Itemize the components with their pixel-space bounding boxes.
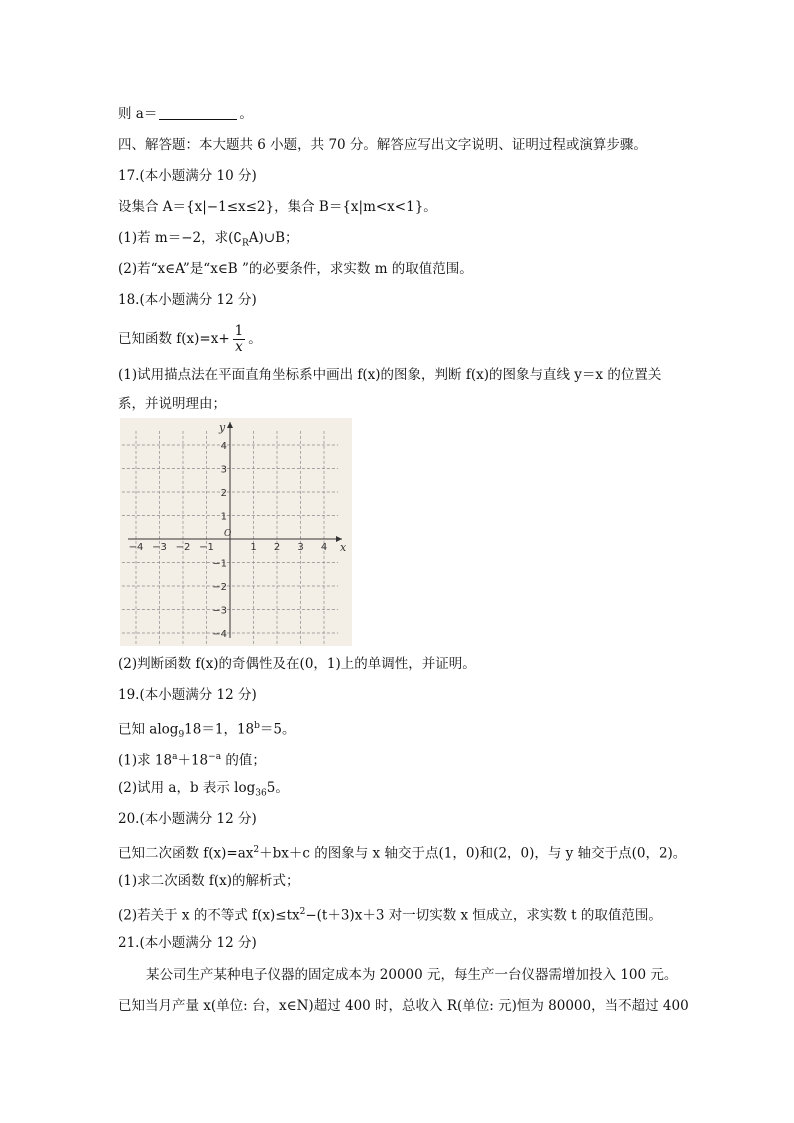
problem-17-title: 17.(本小题满分 10 分)	[118, 168, 257, 184]
y-tick-label: −2	[212, 582, 227, 593]
superscript: −a	[208, 752, 222, 762]
line-text: 已知函数 f(x)=x+	[118, 331, 230, 347]
x-tick-label: 2	[273, 542, 281, 553]
line-text: ＝5。	[259, 721, 296, 738]
line-text: (1)求 18	[118, 752, 173, 769]
line-text: 5。	[266, 780, 289, 796]
x-tick-label: −4	[128, 542, 144, 553]
graph-background	[120, 418, 352, 646]
line-text: 已知 alog	[118, 721, 179, 738]
y-tick-label: −3	[212, 605, 227, 617]
problem-18-part-1-cont: 系，并说明理由；	[118, 396, 226, 412]
x-tick-label: −1	[199, 542, 214, 553]
subscript: 36	[255, 788, 267, 799]
problem-21-title: 21.(本小题满分 12 分)	[118, 935, 257, 951]
problem-21-stem-cont: 已知当月产量 x(单位: 台，x∈N)超过 400 时，总收入 R(单位: 元)恒为 80000，当不超过 400	[118, 998, 689, 1014]
line-text: (2)试用 a，b 表示 log	[118, 780, 256, 796]
problem-18-part-1: (1)试用描点法在平面直角坐标系中画出 f(x)的图象，判断 f(x)的图象与直线 y＝x 的位置关	[118, 367, 662, 383]
subscript: 9	[178, 730, 185, 741]
line-text: 。	[239, 106, 253, 122]
subscript: R	[241, 238, 249, 249]
fraction-denominator: x	[235, 339, 243, 355]
problem-20-part-1: (1)求二次函数 f(x)的解析式；	[118, 873, 300, 889]
line-text: 的值；	[221, 752, 266, 769]
line-text: −(t＋3)x＋3 对一切实数 x 恒成立，求实数 t 的取值范围。	[305, 907, 662, 924]
y-tick-label: −4	[212, 629, 227, 640]
y-tick-label: 3	[220, 464, 227, 476]
problem-19-title: 19.(本小题满分 12 分)	[118, 687, 257, 703]
problem-18-title: 18.(本小题满分 12 分)	[118, 292, 257, 308]
superscript: b	[254, 721, 260, 731]
origin-label: O	[224, 529, 232, 539]
problem-17-stem: 设集合 A＝{x|−1≤x≤2}，集合 B＝{x|m<x<1}。	[118, 199, 437, 215]
answer-blank	[159, 106, 237, 120]
section-heading: 四、解答题：本大题共 6 小题，共 70 分。解答应写出文字说明、证明过程或演算步骤。	[118, 137, 647, 153]
x-tick-label: −2	[175, 542, 191, 553]
line-text: (1)若 m＝−2，求(∁	[118, 230, 242, 246]
line-text: 已知二次函数 f(x)=ax	[118, 845, 254, 862]
answer-blank-line	[118, 105, 253, 123]
line-text: (2)若关于 x 的不等式 f(x)≤tx	[118, 907, 300, 924]
fraction	[233, 324, 246, 355]
line-text: 则 a＝	[118, 106, 158, 122]
line-text: A)∪B；	[248, 230, 299, 246]
problem-20-stem	[118, 841, 686, 863]
y-tick-label: −1	[212, 558, 227, 570]
problem-17-part-2: (2)若“x∈A”是“x∈B ”的必要条件，求实数 m 的取值范围。	[118, 261, 473, 277]
x-tick-label: 1	[250, 542, 257, 553]
problem-20-title: 20.(本小题满分 12 分)	[118, 811, 257, 827]
problem-21-stem: 某公司生产某种电子仪器的固定成本为 20000 元，每生产一台仪器需增加投入 100 元。	[146, 967, 678, 983]
y-axis-label: y	[219, 421, 226, 434]
line-text: 18＝1，18	[184, 721, 255, 738]
x-tick-label: −3	[152, 542, 167, 553]
x-axis-label: x	[340, 541, 347, 554]
superscript: 2	[253, 845, 260, 855]
line-text: ＋bx＋c 的图象与 x 轴交于点(1，0)和(2，0)，与 y 轴交于点(0，2)。	[259, 845, 687, 862]
line-text: ＋18	[177, 752, 209, 769]
y-tick-label: 1	[220, 511, 227, 523]
problem-18-stem	[118, 322, 262, 356]
x-tick-label: 4	[320, 542, 328, 553]
problem-19-stem	[118, 717, 295, 744]
problem-17-part-1	[118, 229, 299, 253]
problem-19-part-1	[118, 748, 266, 770]
fraction-numerator: 1	[234, 323, 244, 339]
problem-20-part-2	[118, 903, 662, 925]
y-tick-label: 2	[220, 488, 227, 499]
y-tick-label: 4	[220, 441, 227, 452]
coordinate-grid-figure	[120, 418, 352, 646]
x-tick-label: 3	[297, 542, 304, 553]
superscript: 2	[299, 907, 306, 917]
problem-19-part-2	[118, 779, 289, 803]
superscript: a	[172, 752, 178, 762]
line-text: 。	[248, 331, 262, 347]
problem-18-part-2: (2)判断函数 f(x)的奇偶性及在(0，1)上的单调性，并证明。	[118, 656, 476, 672]
